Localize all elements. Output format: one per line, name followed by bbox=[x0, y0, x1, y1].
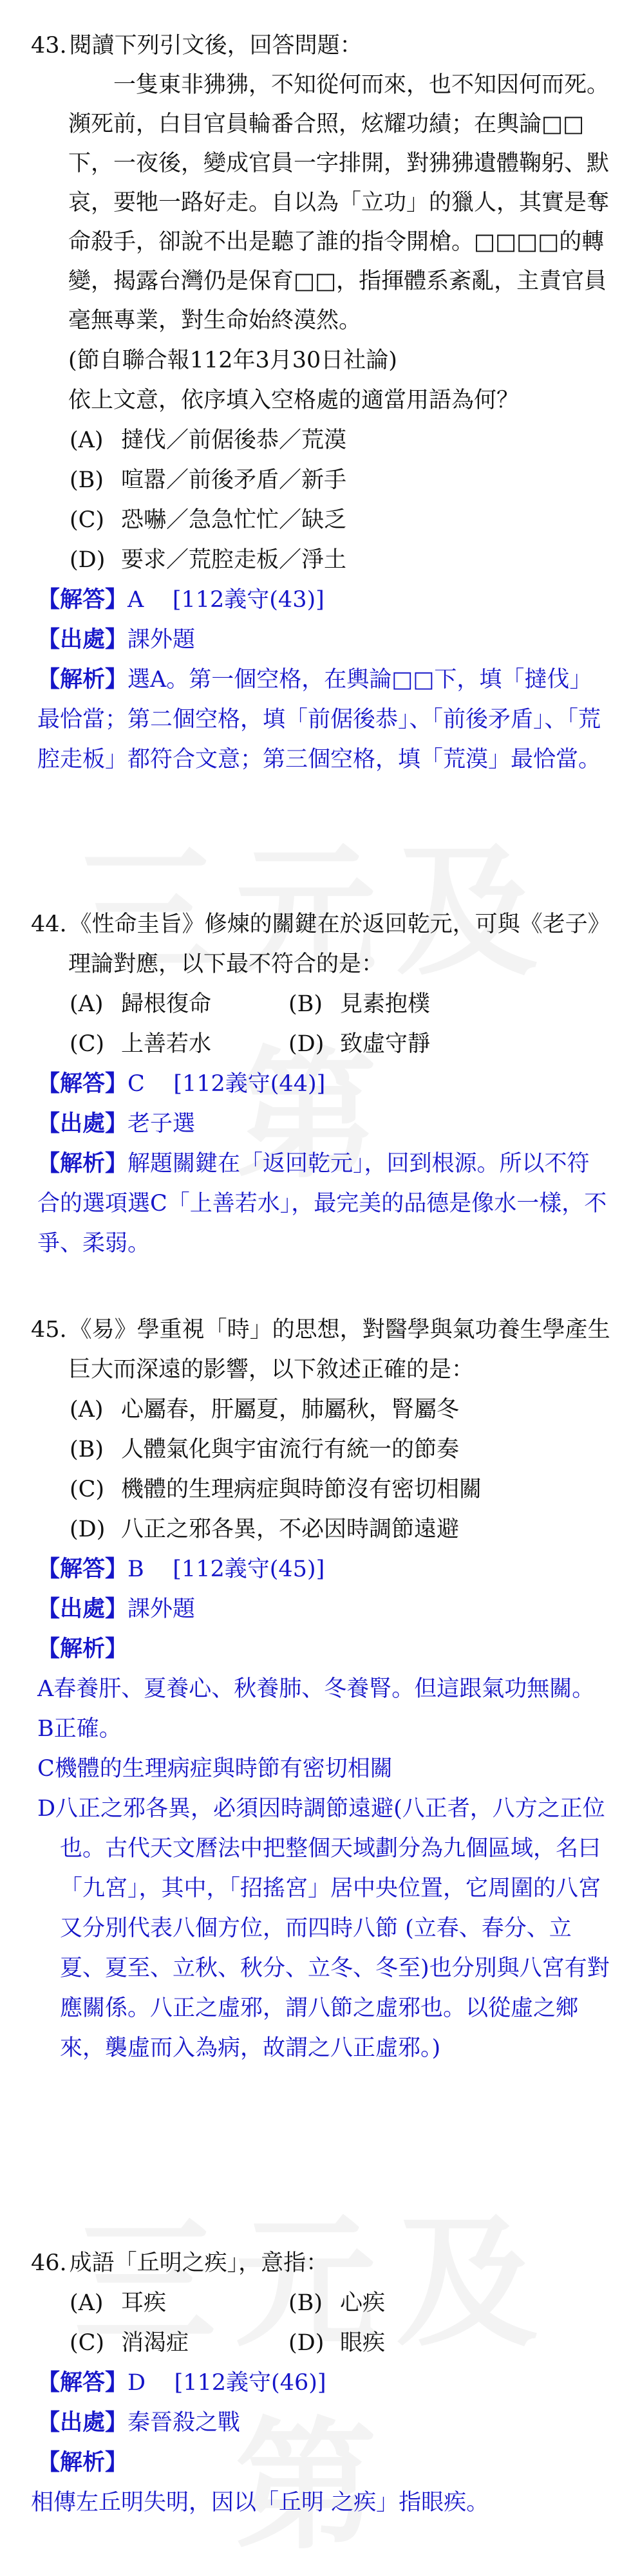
answer-ref: [112義守(45)] bbox=[173, 1556, 325, 1582]
question-stem: 閱讀下列引文後，回答問題： bbox=[69, 33, 363, 59]
option-label: (C) bbox=[70, 507, 105, 533]
option-b bbox=[31, 460, 610, 500]
analysis-heading: 【解析】 bbox=[37, 1636, 128, 1662]
answer-ref: [112義守(46)] bbox=[174, 2370, 326, 2396]
analysis: 【解析】解題關鍵在「返回乾元」，回到根源。所以不符合的選項選C「上善若水」，最完美的品德是像水一樣，不爭、柔弱。 bbox=[37, 1150, 607, 1256]
analysis-text: 解題關鍵在「返回乾元」，回到根源。所以不符合的選項選C「上善若水」，最完美的品德是像水一樣，不爭、柔弱。 bbox=[37, 1151, 607, 1256]
analysis-text: 相傳左丘明失明，因以「丘明 之疾」指眼疾。 bbox=[31, 2490, 489, 2515]
option-text: 喧嚣／前後矛盾／新手 bbox=[121, 467, 347, 493]
question-number: 46. bbox=[31, 2250, 67, 2276]
analysis-item-c: C機體的生理病症與時節有密切相關 bbox=[37, 1756, 393, 1782]
origin-value: 秦晉殺之戰 bbox=[127, 2410, 241, 2436]
origin-line: 【出處】老子選 bbox=[37, 1110, 196, 1137]
origin-line: 【出處】秦晉殺之戰 bbox=[37, 2409, 241, 2436]
option-c: (C) 機體的生理病症與時節沒有密切相關 bbox=[70, 1477, 482, 1502]
analysis-item-d: D八正之邪各異，必須因時調節遠避(八正者，八方之正位也。古代天文曆法中把整個天域劃分為九個區域，名曰「九宮」，其中，「招搖宮」居中央位置，它周圍的八宮又分別代表八個方位，而四時八節 (立春、春分、立夏、夏至、立秋、秋分、立冬、冬至)也分別與八宮有對應關係。八正之虛邪，謂八節之虛邪也。以從虛之鄉來，襲虛而入為病，故謂之八正虛邪。) bbox=[37, 1796, 610, 2061]
question-prompt: 依上文意，依序填入空格處的適當用語為何？ bbox=[68, 387, 520, 413]
option-text: 撻伐／前倨後恭／荒漠 bbox=[121, 427, 347, 453]
option-c: (C) 上善若水 bbox=[70, 1031, 212, 1057]
option-a bbox=[31, 420, 610, 460]
option-row-2 bbox=[31, 1024, 610, 1064]
answer-line: 【解答】A [112義守(43)] bbox=[37, 586, 325, 613]
origin-line: 【出處】課外題 bbox=[37, 1596, 196, 1622]
option-d: (D) 致虛守靜 bbox=[288, 1031, 431, 1057]
option-label: (A) bbox=[70, 427, 104, 453]
question-number: 43. bbox=[31, 33, 67, 59]
option-text: 要求／荒腔走板／淨土 bbox=[121, 547, 347, 573]
question-46 bbox=[31, 2243, 610, 2523]
question-number: 45. bbox=[31, 1317, 67, 1343]
origin-value: 課外題 bbox=[127, 1596, 196, 1622]
analysis-item-b: B正確。 bbox=[37, 1716, 122, 1742]
question-44 bbox=[31, 904, 610, 1264]
question-stem: 成語「丘明之疾」，意指： bbox=[69, 2250, 329, 2276]
option-b: (B) 人體氣化與宇宙流行有統一的節奏 bbox=[70, 1437, 460, 1462]
option-d bbox=[31, 540, 610, 580]
option-text: 恐嚇／急急忙忙／缺乏 bbox=[121, 507, 347, 533]
answer-ref: [112義守(44)] bbox=[173, 1071, 326, 1097]
answer-line: 【解答】C [112義守(44)] bbox=[37, 1070, 326, 1097]
option-b: (B) 見素抱樸 bbox=[288, 991, 431, 1017]
answer-line: 【解答】D [112義守(46)] bbox=[37, 2369, 326, 2396]
question-stem: 《易》學重視「時」的思想，對醫學與氣功養生學產生巨大而深遠的影響，以下敘述正確的是： bbox=[68, 1317, 610, 1383]
analysis-text: 選A。第一個空格，在輿論□□下，填「撻伐」最恰當；第二個空格，填「前倨後恭」、「前後矛盾」、「荒腔走板」都符合文意；第三個空格，填「荒漠」最恰當。 bbox=[37, 667, 601, 772]
quoted-passage: 一隻東非狒狒，不知從何而來，也不知因何而死。瀕死前，白目官員輪番合照，炫耀功績；在輿論□□下，一夜後，變成官員一字排開，對狒狒遺體鞠躬、默哀，要牠一路好走。自以為「立功」的獵人，其實是奪命殺手，卻說不出是聽了誰的指令開槍。□□□□的轉變，揭露台灣仍是保育□□，指揮體系紊亂，主責官員毫無專業，對生命始終漠然。 bbox=[68, 72, 610, 333]
option-a: (A) 歸根復命 bbox=[70, 991, 212, 1017]
option-row-1 bbox=[31, 984, 610, 1024]
answer-value: C bbox=[127, 1071, 145, 1097]
option-label: (B) bbox=[70, 467, 104, 493]
answer-value: A bbox=[127, 587, 144, 613]
option-c: (C) 消渴症 bbox=[70, 2330, 189, 2356]
answer-line: 【解答】B [112義守(45)] bbox=[37, 1556, 325, 1582]
option-d: (D) 八正之邪各異，不必因時調節遠避 bbox=[70, 1517, 460, 1542]
option-a: (A) 心屬春，肝屬夏，肺屬秋，腎屬冬 bbox=[70, 1397, 460, 1423]
option-c bbox=[31, 500, 610, 540]
origin-value: 課外題 bbox=[127, 627, 196, 653]
analysis-item-a: A春養肝、夏養心、秋養肺、冬養腎。但這跟氣功無關。 bbox=[37, 1676, 595, 1702]
question-number: 44. bbox=[31, 911, 67, 937]
analysis-heading: 【解析】 bbox=[37, 2449, 128, 2476]
origin-value: 老子選 bbox=[127, 1111, 196, 1137]
option-d: (D) 眼疾 bbox=[288, 2330, 386, 2356]
option-b: (B) 心疾 bbox=[288, 2290, 386, 2316]
answer-value: D bbox=[127, 2370, 146, 2396]
analysis: 【解析】選A。第一個空格，在輿論□□下，填「撻伐」最恰當；第二個空格，填「前倨後恭」、「前後矛盾」、「荒腔走板」都符合文意；第三個空格，填「荒漠」最恰當。 bbox=[37, 666, 601, 772]
question-stem: 《性命圭旨》修煉的關鍵在於返回乾元，可與《老子》理論對應，以下最不符合的是： bbox=[68, 911, 610, 977]
option-a: (A) 耳疾 bbox=[70, 2290, 167, 2316]
answer-ref: [112義守(43)] bbox=[172, 587, 325, 613]
option-row-2 bbox=[31, 2323, 610, 2363]
question-45 bbox=[31, 1310, 610, 2068]
passage-source: (節自聯合報112年3月30日社論) bbox=[68, 348, 397, 373]
option-label: (D) bbox=[70, 547, 106, 573]
origin-line: 【出處】課外題 bbox=[37, 626, 196, 653]
option-row-1 bbox=[31, 2283, 610, 2323]
question-43 bbox=[31, 26, 610, 779]
answer-value: B bbox=[127, 1556, 144, 1582]
